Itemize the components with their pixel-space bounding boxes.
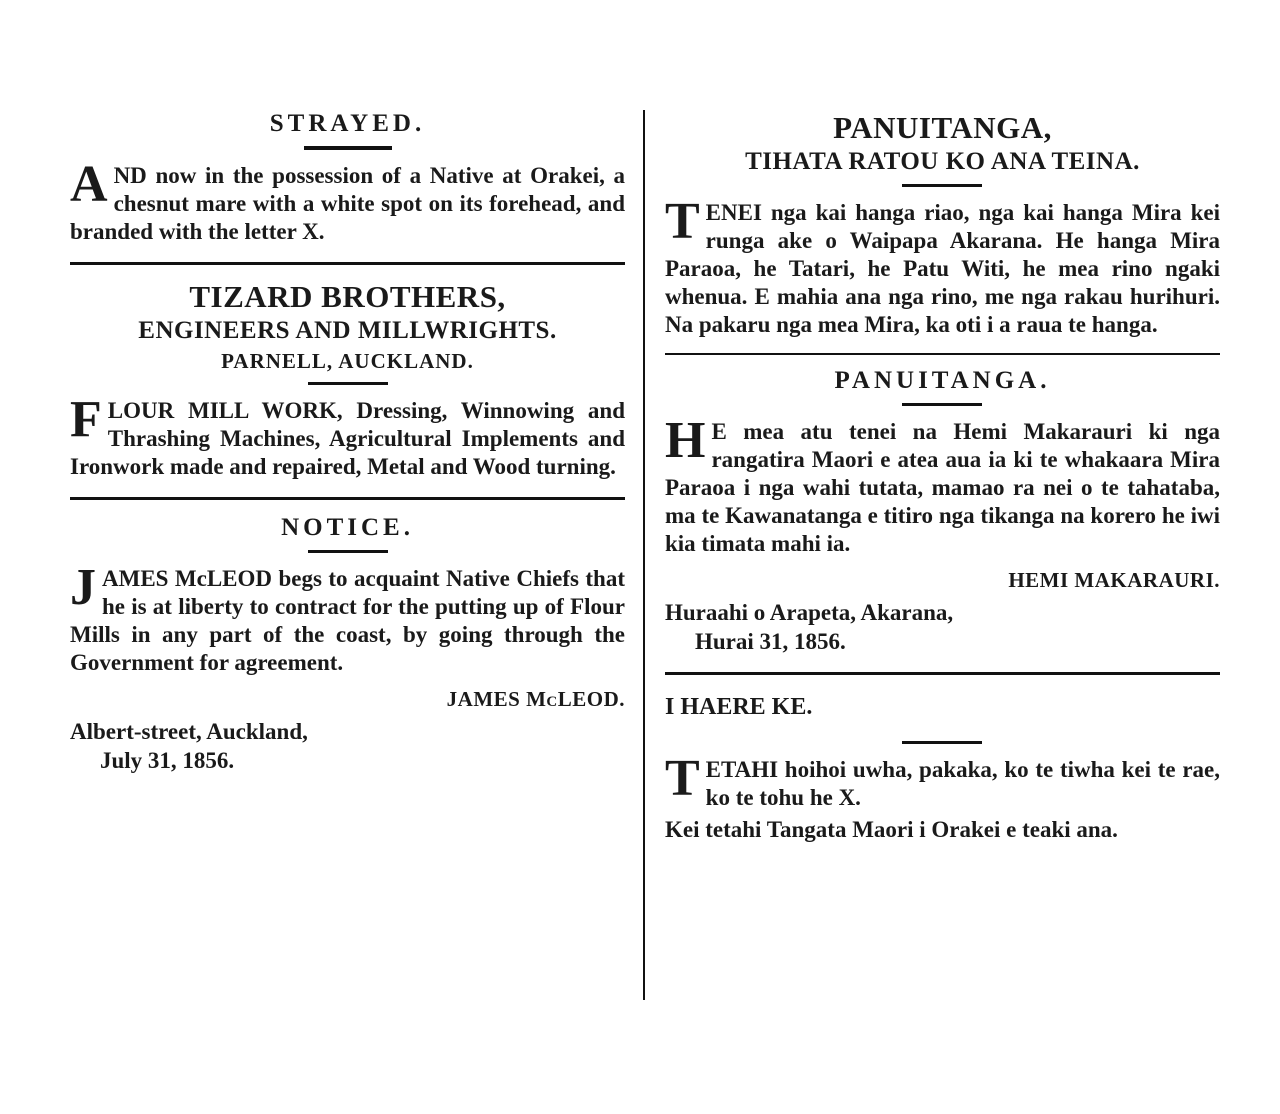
- ad-tizard-body: [70, 391, 626, 481]
- ad-panuitanga-tihata-subheading: TIHATA RATOU KO ANA TEINA.: [745, 148, 1140, 175]
- ad-strayed-body: [70, 156, 626, 246]
- ad-strayed: [70, 110, 625, 246]
- rule: [902, 184, 982, 187]
- ad-notice: [70, 514, 625, 774]
- right-column: [645, 110, 1220, 1000]
- ad-panuitanga-tihata-body: [664, 193, 1220, 339]
- rule: [902, 741, 982, 744]
- ad-strayed-body-text: ND now in the possession of a Native at Orakei, a chesnut mare with a white spot on its forehead, and branded with the letter X.: [70, 163, 626, 245]
- ad-i-haere-ke-heading: I HAERE KE.: [664, 694, 813, 721]
- ad-panuitanga-hemi-body-text: E mea atu tenei na Hemi Makarauri ki nga rangatira Maori e atea aua ia ki te whakaara Mira Paraoa i nga wahi tutata, mamao ra nei o te tahataba, ma te Kawanatanga e titiro nga tikanga na korero he iwi kia timata mahi ia.: [664, 419, 1220, 557]
- ad-panuitanga-hemi-signature: HEMI MAKARAURI.: [1008, 568, 1220, 593]
- ad-panuitanga-hemi-address: [665, 599, 1220, 655]
- ad-panuitanga-tihata-heading: PANUITANGA,: [833, 110, 1052, 145]
- section-divider: [70, 262, 625, 265]
- section-divider: [665, 672, 1220, 675]
- ad-notice-body: [70, 559, 626, 677]
- ad-notice-address: [70, 718, 625, 774]
- ad-panuitanga-hemi: [665, 367, 1220, 655]
- ad-panuitanga-hemi-address-line2: Hurai 31, 1856.: [694, 628, 846, 654]
- ad-panuitanga-hemi-address-line1: Huraahi o Arapeta, Akarana,: [664, 600, 954, 626]
- ad-tizard-heading: TIZARD BROTHERS,: [189, 279, 506, 315]
- ad-i-haere-ke: [665, 694, 1220, 844]
- dropcap: T: [664, 750, 700, 808]
- dropcap: H: [664, 412, 706, 470]
- section-divider: [665, 353, 1220, 355]
- ad-i-haere-ke-body: [664, 750, 1220, 812]
- ad-notice-address-line2: July 31, 1856.: [100, 747, 235, 773]
- ad-notice-signature: JAMES McLEOD.: [446, 687, 626, 712]
- ad-i-haere-ke-body-second: Kei tetahi Tangata Maori i Orakei e teaki ana.: [664, 817, 1118, 843]
- ad-panuitanga-hemi-heading: PANUITANGA.: [834, 367, 1051, 395]
- ad-tizard-subheading: ENGINEERS AND MILLWRIGHTS.: [138, 317, 557, 345]
- dropcap: T: [664, 193, 700, 250]
- ad-strayed-heading: STRAYED.: [269, 110, 426, 137]
- ad-tizard-place: PARNELL, AUCKLAND.: [221, 349, 474, 374]
- ad-tizard-body-text: LOUR MILL WORK, Dressing, Winnowing and Thrashing Machines, Agricultural Implements and Ironwork made and repaired, Metal and Wood turning.: [70, 398, 626, 480]
- left-column: [70, 110, 643, 1000]
- ad-i-haere-ke-body-text: ETAHI hoihoi uwha, pakaka, ko te tiwha kei te rae, ko te tohu he X.: [705, 757, 1220, 811]
- rule: [308, 550, 388, 553]
- column-container: [70, 110, 1220, 1000]
- ad-notice-heading: NOTICE.: [281, 514, 414, 542]
- ad-notice-address-line1: Albert-street, Auckland,: [70, 719, 308, 745]
- dropcap: J: [70, 559, 96, 617]
- ad-tizard-brothers: [70, 279, 625, 481]
- ad-panuitanga-tihata-body-text: ENEI nga kai hanga riao, nga kai hanga Mira kei runga ake o Waipapa Akarana. He hanga Mira Paraoa, he Tatari, he Patu Witi, he mea rino ngaki whenua. E mahia ana nga rino, me nga rakau hurihuri. Na pakaru nga mea Mira, ka oti i a raua te hanga.: [664, 200, 1220, 338]
- ad-panuitanga-hemi-body: [664, 412, 1220, 558]
- rule: [308, 382, 388, 385]
- ad-panuitanga-tihata: [665, 110, 1220, 339]
- section-divider: [70, 497, 625, 500]
- dropcap: F: [70, 391, 102, 449]
- dropcap: A: [70, 156, 108, 213]
- ad-notice-body-text: AMES McLEOD begs to acquaint Native Chiefs that he is at liberty to contract for the putting up of Flour Mills in any part of the coast, by going through the Government for agreement.: [70, 566, 626, 676]
- rule: [902, 403, 982, 406]
- rule: [304, 146, 392, 150]
